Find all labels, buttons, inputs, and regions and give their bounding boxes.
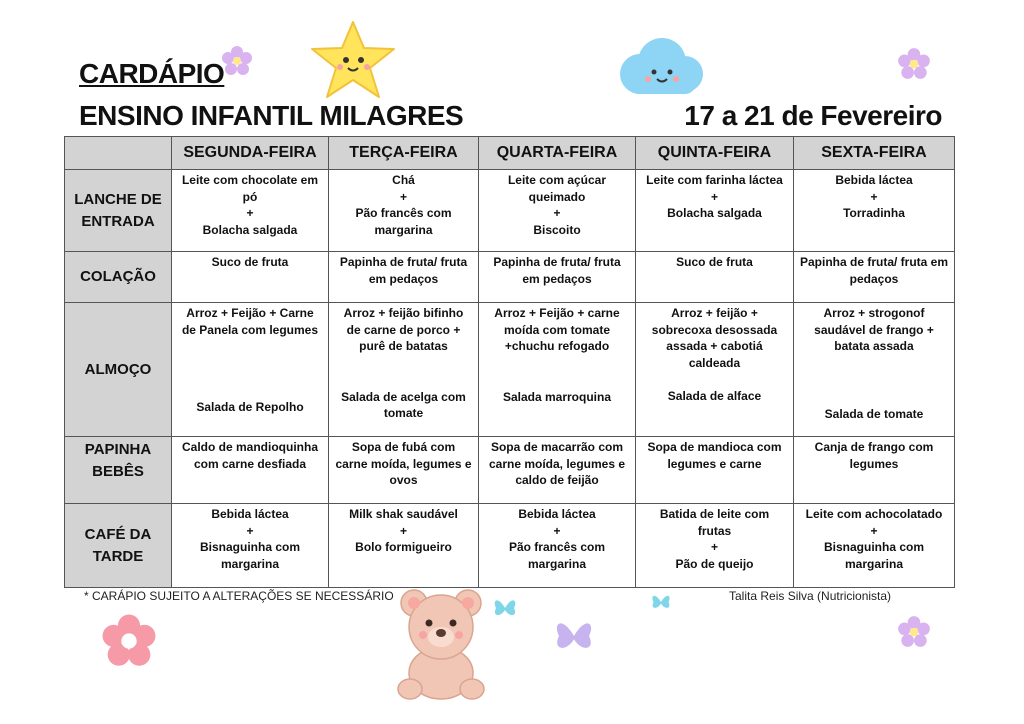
menu-cell [172,252,329,303]
menu-item-text: Chá [392,173,415,187]
butterfly-icon [492,596,518,620]
day-header-wednesday: QUARTA-FEIRA [479,137,636,170]
menu-item-text: margarina [844,556,904,571]
menu-cell [329,504,479,588]
star-icon [308,18,398,102]
menu-item-text: ovos [389,473,418,487]
menu-item-text: Arroz + feijão bifinho [343,306,464,320]
menu-item-text: Bolacha salgada [667,206,762,220]
menu-item-text: ALMOÇO [84,360,152,378]
menu-item-text: Sopa de mandioca com [647,440,782,454]
menu-item-text: Leite com chocolate em [181,173,319,187]
menu-item-text: legumes e carne [667,456,762,471]
menu-item-text: Bolacha salgada [202,222,298,237]
menu-item-text: em pedaços [368,271,439,286]
flower-icon [896,614,932,650]
table-row-colacao [65,252,955,303]
menu-item-text: em pedaços [522,271,592,286]
menu-item-text: CAFÉ DA [84,525,152,543]
menu-item-text: sobrecoxa desossada [651,322,778,337]
menu-item-text: pó [242,189,258,204]
menu-cell [636,303,794,437]
menu-item-text: Sopa de macarrão com [490,440,624,454]
menu-item-text: Salada de alface [667,389,762,403]
menu-item-text: COLAÇÃO [80,268,156,285]
date-range: 17 a 21 de Fevereiro [684,100,942,131]
table-row-cafe [65,504,955,588]
menu-item-text: queimado [528,189,586,204]
menu-item-text: margarina [220,556,280,571]
menu-item-text: frutas [697,523,732,538]
menu-item-text: Bebida láctea [211,507,289,521]
menu-item-text: carne moída, legumes e [488,456,626,471]
row-label-colacao [65,252,172,303]
menu-item-text: Pão francês com [508,540,606,554]
menu-item-text: Canja de frango com [814,440,934,454]
table-row-lanche [65,170,955,252]
menu-item-text: Torradinha [843,206,905,220]
menu-item-text: + [246,206,254,220]
menu-item-text: + [399,189,407,204]
corner-cell [65,137,172,170]
menu-item-text: Salada de tomate [824,406,924,421]
menu-item-text: carne moída, legumes e [335,456,472,471]
menu-item-text: Bisnaguinha com [823,540,924,554]
menu-cell [636,504,794,588]
menu-item-text: Papinha de fruta/ fruta [493,255,621,269]
menu-item-text: + [553,206,561,220]
menu-cell [636,252,794,303]
menu-item-text: Leite com açúcar [507,173,607,187]
menu-item-text: Biscoito [533,222,581,237]
footer-note: * CARÁPIO SUJEITO A ALTERAÇÕES SE NECESSÁRIO [84,589,394,603]
menu-cell [172,437,329,504]
menu-item-text: Bolo formigueiro [355,540,452,554]
menu-table [64,136,955,588]
menu-cell [636,437,794,504]
menu-item-text: margarina [374,222,433,237]
day-header-thursday: QUINTA-FEIRA [636,137,794,170]
flower-icon [100,612,158,670]
menu-item-text: Arroz + strogonof [823,306,925,320]
menu-cell [479,303,636,437]
menu-item-text: Leite com achocolatado [805,507,943,521]
menu-cell [479,252,636,303]
menu-item-text: Caldo de mandioquinha [181,440,318,454]
menu-cell [794,437,955,504]
butterfly-icon [650,592,672,612]
menu-cell [329,170,479,252]
table-row-papinha [65,437,955,504]
flower-icon [220,44,254,78]
menu-cell [329,437,479,504]
row-label-almoco [65,303,172,437]
menu-item-text: Bisnaguinha com [199,540,300,554]
menu-cell [794,252,955,303]
table-header-row [65,137,955,170]
cloud-icon [610,34,710,100]
menu-item-text: Salada de acelga com [341,389,466,404]
menu-item-text: Leite com farinha láctea [646,173,783,187]
menu-item-text: margarina [527,556,587,571]
nutritionist-signature: Talita Reis Silva (Nutricionista) [729,589,892,603]
menu-item-text: LANCHE DE [74,190,162,208]
menu-cell [794,170,955,252]
menu-item-text: batata assada [834,339,914,353]
menu-item-text: + [870,189,878,204]
menu-item-text: Milk shak saudável [349,507,458,521]
menu-item-text: Batida de leite com [659,507,770,521]
table-row-almoco [65,303,955,437]
day-header-friday: SEXTA-FEIRA [794,137,955,170]
row-label-lanche [65,170,172,252]
menu-item-text: de Panela com legumes [181,322,319,337]
flower-icon [896,46,932,82]
menu-item-text: ENTRADA [81,212,155,230]
menu-item-text: legumes [849,456,899,471]
menu-item-text: moída com tomate [503,322,611,337]
menu-item-text: BEBÊS [92,463,144,480]
menu-item-text: caldeada [688,355,741,370]
menu-item-text: pedaços [849,271,899,286]
menu-item-text: Salada marroquina [502,389,612,404]
menu-item-text: Salada de Repolho [196,400,304,414]
menu-item-text: com carne desfiada [193,456,307,471]
butterfly-icon [552,616,596,656]
menu-item-text: Arroz + feijão + [671,306,758,320]
menu-cell [172,504,329,588]
menu-item-text: +chuchu refogado [504,339,610,353]
menu-item-text: Papinha de fruta/ fruta em [799,255,949,269]
menu-item-text: saudável de frango + [814,322,934,337]
menu-item-text: de carne de porco + [346,322,461,337]
menu-item-text: + [399,523,407,538]
menu-item-text: tomate [383,406,424,420]
menu-cell [479,504,636,588]
menu-item-text: + [710,189,718,204]
menu-item-text: Pão de queijo [675,556,754,571]
menu-cell [329,303,479,437]
menu-item-text: Sopa de fubá com [351,440,456,454]
menu-item-text: Papinha de fruta/ fruta [339,255,468,269]
day-header-tuesday: TERÇA-FEIRA [329,137,479,170]
day-header-monday: SEGUNDA-FEIRA [172,137,329,170]
menu-item-text: + [553,523,561,538]
school-name: ENSINO INFANTIL MILAGRES [79,100,464,131]
menu-item-text: Suco de fruta [211,255,289,269]
menu-cell [329,252,479,303]
menu-cell [172,303,329,437]
menu-cell [172,170,329,252]
menu-item-text: Arroz + Feijão + Carne [186,306,314,320]
menu-item-text: Bebida láctea [518,507,596,521]
menu-cell [794,303,955,437]
menu-cell [479,437,636,504]
menu-item-text: + [246,523,254,538]
menu-cell [794,504,955,588]
menu-cell [479,170,636,252]
menu-cell [636,170,794,252]
menu-item-text: Bebida láctea [835,173,913,187]
row-label-papinha [65,437,172,504]
menu-item-text: + [870,523,878,538]
menu-item-text: + [710,540,718,554]
menu-item-text: assada + cabotiá [666,339,763,353]
menu-item-text: Suco de fruta [676,255,753,269]
menu-item-text: TARDE [92,547,144,565]
teddy-bear-icon [394,585,488,703]
page-title: CARDÁPIO [79,58,225,89]
menu-item-text: PAPINHA [84,441,152,458]
menu-item-text: Arroz + Feijão + carne [494,306,620,320]
menu-item-text: caldo de feijão [515,473,599,487]
menu-item-text: Pão francês com [355,206,452,220]
menu-item-text: purê de batatas [359,339,448,353]
row-label-cafe [65,504,172,588]
